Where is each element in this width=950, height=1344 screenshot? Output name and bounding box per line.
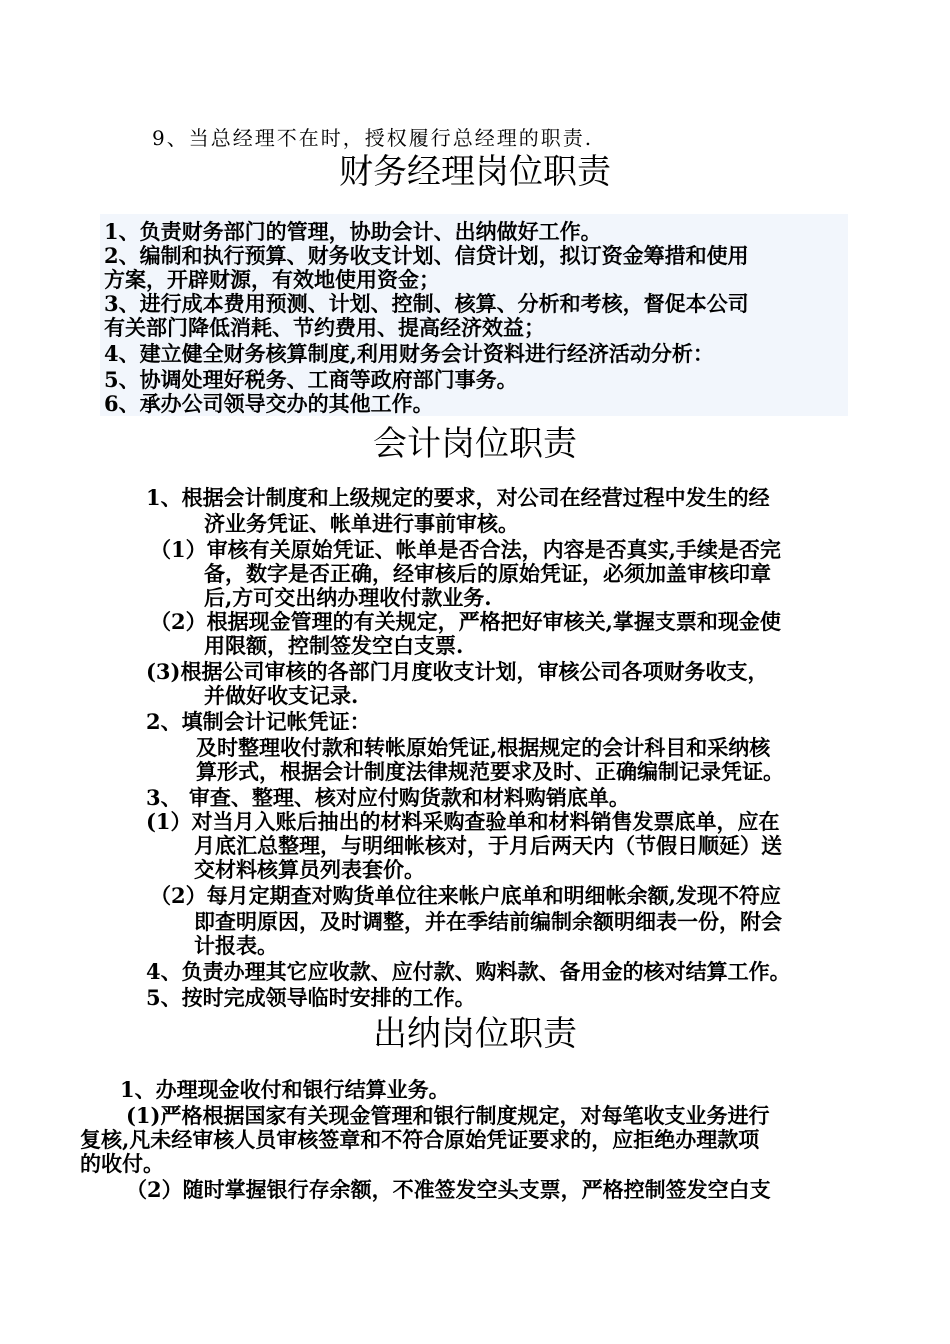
list-item: 及时整理收付款和转帐原始凭证,根据规定的会计科目和采纳核 [196,735,771,760]
list-item: 1、负责财务部门的管理，协助会计、出纳做好工作。 [104,219,602,244]
list-item: （1）审核有关原始凭证、帐单是否合法，内容是否真实,手续是否完 [150,537,781,562]
list-item: (1）对当月入账后抽出的材料采购查验单和材料销售发票底单，应在 [146,809,780,834]
list-item: 用限额，控制签发空白支票. [204,633,464,658]
section-title-cashier: 出纳岗位职责 [373,1014,577,1054]
list-item: (1)严格根据国家有关现金管理和银行制度规定，对每笔收支业务进行 [126,1103,770,1128]
list-item: 5、协调处理好税务、工商等政府部门事务。 [104,367,518,392]
list-item: 有关部门降低消耗、节约费用、提高经济效益； [104,315,545,340]
list-item: 1、办理现金收付和银行结算业务。 [120,1077,450,1102]
list-item: (3)根据公司审核的各部门月度收支计划，审核公司各项财务收支， [146,659,769,684]
list-item: 月底汇总整理，与明细帐核对，于月后两天内（节假日顺延）送 [194,833,782,858]
list-item: 3、进行成本费用预测、计划、控制、核算、分析和考核，督促本公司 [104,291,749,316]
list-item: 4、负责办理其它应收款、应付款、购料款、备用金的核对结算工作。 [146,959,791,984]
list-item: 后,方可交出纳办理收付款业务. [204,585,492,610]
list-item: 方案，开辟财源，有效地使用资金； [104,267,440,292]
list-item: （2）随时掌握银行存余额，不准签发空头支票，严格控制签发空白支 [126,1177,771,1202]
list-item: 算形式，根据会计制度法律规范要求及时、正确编制记录凭证。 [196,759,784,784]
list-item: 计报表。 [194,933,278,958]
list-item: 3、 审查、整理、核对应付购货款和材料购销底单。 [146,785,630,810]
list-item: 交材料核算员列表套价。 [194,857,425,882]
list-item: 复核,凡未经审核人员审核签章和不符合原始凭证要求的，应拒绝办理款项 [80,1127,760,1152]
list-item: 1、根据会计制度和上级规定的要求，对公司在经营过程中发生的经 [146,485,770,510]
list-item: 济业务凭证、帐单进行事前审核。 [204,511,519,536]
list-item: 的收付。 [80,1151,164,1176]
section-title-accountant: 会计岗位职责 [373,424,577,464]
list-item: 2、填制会计记帐凭证： [146,709,371,734]
list-item: 4、建立健全财务核算制度,利用财务会计资料进行经济活动分析： [104,341,714,366]
list-item: 并做好收支记录. [204,683,359,708]
list-item: （2）根据现金管理的有关规定，严格把好审核关,掌握支票和现金使 [150,609,781,634]
section-title-finance-manager: 财务经理岗位职责 [339,152,611,192]
list-item: 6、承办公司领导交办的其他工作。 [104,391,434,416]
list-item: 2、编制和执行预算、财务收支计划、信贷计划，拟订资金筹措和使用 [104,243,749,268]
list-item: 5、按时完成领导临时安排的工作。 [146,985,476,1010]
list-item: 即查明原因，及时调整，并在季结前编制余额明细表一份，附会 [194,909,782,934]
list-item: 9、当总经理不在时，授权履行总经理的职责. [152,126,594,150]
list-item: （2）每月定期查对购货单位往来帐户底单和明细帐余额,发现不符应 [150,883,781,908]
list-item: 备，数字是否正确，经审核后的原始凭证，必须加盖审核印章 [204,561,771,586]
